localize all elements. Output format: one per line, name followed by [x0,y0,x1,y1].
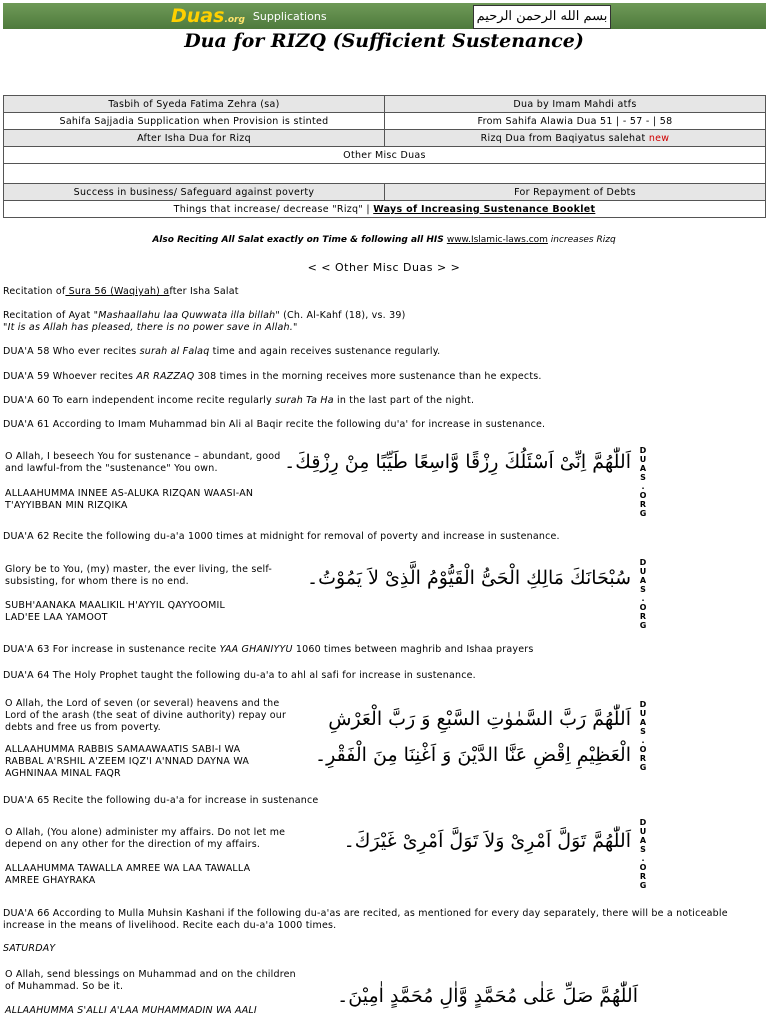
dua-63-post: 1060 times between maghrib and Ishaa prayers [292,644,534,655]
dua-61-heading: DUA'A 61 According to Imam Muhammad bin Ali al Baqir recite the following du'a' for increase in sustenance. [3,419,546,430]
dua-63-em: YAA GHANIYYU [219,644,293,655]
dua-62-heading: DUA'A 62 Recite the following du-a'a 1000 times at midnight for removal of poverty and increase in sustenance. [3,531,560,542]
dua-60 [3,395,474,407]
dua-62-translit-1: SUBH'AANAKA MAALIKIL H'AYYIL QAYYOOMIL [5,600,226,611]
dua-63 [3,644,534,656]
dua-62-english-2: subsisting, for whom there is no end. [5,576,189,587]
sura-56-link[interactable]: Sura 56 (Waqiyah) a [65,286,170,297]
dua-64-english-2: Lord of the arash (the seat of divine authority) repay our [5,710,287,721]
dua-61-arabic: اَللّٰهُمَّ اِنِّیْ اَسْئَلُكَ رِزْقًا وَّاسِعًا طَيِّبًا مِنْ رِزْقِكَ۔ [284,451,631,473]
sura-suffix: fter Isha Salat [169,286,239,297]
link-tasbih-fatima[interactable]: Tasbih of Syeda Fatima Zehra (sa) [4,96,385,113]
saturday-arabic: اَللّٰهُمَّ صَلِّ عَلٰى مُحَمَّدٍ وَّاٰلِ مُحَمَّدٍ اٰمِیْنَ۔ [337,985,638,1007]
dua-59 [3,371,542,383]
saturday-translit: ALLAAHUMMA S'ALLI A'LAA MUHAMMADIN WA AALI [5,1005,257,1016]
ayat-translation: "It is as Allah has pleased, there is no power save in Allah." [3,322,298,333]
bismillah-calligraphy: بسم الله الرحمن الرحيم [473,5,611,29]
dua-66-heading-2: increase in the means of livelihood. Recite each du-a'a 1000 times. [3,920,337,931]
dua-58-em: surah al Falaq [139,346,210,357]
link-sahifa-sajjadia[interactable]: Sahifa Sajjadia Supplication when Provision is stinted [4,113,385,130]
duas-org-vertical-logo: D U A S . O R G [639,446,647,518]
salat-note-text: Also Reciting All Salat exactly on Time & following all HIS [152,235,447,245]
dua-61-english-2: and lawful-from the "sustenance" You own. [5,463,218,474]
link-after-isha-dua[interactable]: After Isha Dua for Rizq [4,130,385,147]
dua-64-translit-2: RABBAL A'RSHIL A'ZEEM IQZ'I A'NNAD DAYNA WA [5,756,250,767]
link-baqiyatus-salehat[interactable] [385,130,766,147]
link-baqiyatus-label: Rizq Dua from Baqiyatus salehat [480,132,649,144]
link-sustenance-booklet[interactable]: Ways of Increasing Sustenance Booklet [373,203,596,215]
saturday-english-1: O Allah, send blessings on Muhammad and on the children [5,969,296,980]
dua-63-pre: DUA'A 63 For increase in sustenance recite [3,644,220,655]
link-repayment-debts[interactable]: For Repayment of Debts [385,184,766,201]
dua-60-pre: DUA'A 60 To earn independent income recite regularly [3,395,276,406]
page-title: Dua for RIZQ (Sufficient Sustenance) [184,30,584,52]
duas-org-vertical-logo: D U A S . O R G [639,558,647,630]
ayat-prefix: Recitation of Ayat [3,310,94,321]
site-logo[interactable] [171,5,245,27]
dua-59-pre: DUA'A 59 Whoever recites [3,371,137,382]
dua-62-translit-2: LAD'EE LAA YAMOOT [5,612,108,623]
dua-64-heading: DUA'A 64 The Holy Prophet taught the following du-a'a to ahl al safi for increase in sustenance. [3,670,476,681]
dua-65-arabic: اَللّٰهُمَّ تَوَلَّ اَمْرِیْ وَلاَ تَوَلَّ اَمْرِیْ غَیْرَكَ۔ [343,830,631,852]
salat-note [0,235,768,245]
dua-58 [3,346,440,358]
ayat-reference: (Ch. Al-Kahf (18), vs. 39) [279,310,406,321]
dua-65-translit-2: AMREE GHAYRAKA [5,875,96,886]
link-success-business[interactable]: Success in business/ Safeguard against poverty [4,184,385,201]
logo-subtitle: Supplications [252,9,327,23]
dua-65-translit-1: ALLAAHUMMA TAWALLA AMREE WA LAA TAWALLA [5,863,251,874]
day-saturday: SATURDAY [3,943,56,954]
new-badge: new [648,132,670,144]
saturday-english-2: of Muhammad. So be it. [5,981,124,992]
empty-row [4,164,766,184]
link-increase-decrease[interactable]: Things that increase/ decrease "Rizq" | [173,203,374,215]
dua-62-english-1: Glory be to You, (my) master, the ever living, the self- [5,564,273,575]
dua-58-post: time and again receives sustenance regularly. [209,346,441,357]
link-sahifa-alawia[interactable]: From Sahifa Alawia Dua 51 | - 57 - | 58 [385,113,766,130]
dua-64-translit-3: AGHNINAA MINAL FAQR [5,768,121,779]
dua-66-heading-1: DUA'A 66 According to Mulla Muhsin Kashani if the following du-a'as are recited, as mentioned for every day separately, there will be a noticeable [3,908,728,919]
dua-64-english-1: O Allah, the Lord of seven (or several) heavens and the [5,698,280,709]
ayat-line [3,310,406,322]
dua-64-arabic-2: الْعَظِيْمِ اِقْضِ عَنَّا الدَّيْنَ وَ اَغْنِنَا مِنَ الْفَقْرِ۔ [315,744,631,766]
ayat-arabic-translit: "Mashaallahu laa Quwwata illa billah" [93,310,280,321]
logo-text: Duas [171,5,225,27]
section-heading: < < Other Misc Duas > > [307,261,461,274]
salat-note-suffix: increases Rizq [547,235,616,245]
dua-64-arabic-1: اَللّٰهُمَّ رَبَّ السَّمٰوٰتِ السَّبْعِ وَ رَبَّ الْعَرْشِ [328,708,631,730]
dua-64-translit-1: ALLAAHUMMA RABBIS SAMAAWAATIS SABI-I WA [5,744,241,755]
islamic-laws-link[interactable]: www.Islamic-laws.com [446,235,548,245]
sura-waqiyah-line [3,286,239,298]
duas-org-vertical-logo: D U A S . O R G [639,700,647,772]
site-banner [3,3,766,29]
row-increase-decrease [4,201,766,218]
dua-59-post: 308 times in the morning receives more sustenance than he expects. [194,371,542,382]
dua-61-english-1: O Allah, I beseech You for sustenance – abundant, good [5,451,281,462]
dua-62-arabic: سُبْحَانَكَ مَالِكِ الْحَیُّ الْقَیُّوْمُ الَّذِیْ لاَ یَمُوْتُ۔ [306,567,631,589]
dua-65-heading: DUA'A 65 Recite the following du-a'a for increase in sustenance [3,795,319,806]
logo-tld: .org [224,15,245,25]
duas-org-vertical-logo: D U A S . O R G [639,818,647,890]
dua-61-translit-2: T'AYYIBBAN MIN RIZQIKA [5,500,128,511]
dua-61-translit-1: ALLAAHUMMA INNEE AS-ALUKA RIZQAN WAASI-AN [5,488,254,499]
dua-60-em: surah Ta Ha [275,395,334,406]
dua-58-pre: DUA'A 58 Who ever recites [3,346,140,357]
links-table [3,95,766,218]
dua-65-english-1: O Allah, (You alone) administer my affairs. Do not let me [5,827,286,838]
link-other-misc-duas[interactable]: Other Misc Duas [4,147,766,164]
dua-60-post: in the last part of the night. [333,395,475,406]
dua-65-english-2: depend on any other for the direction of my affairs. [5,839,261,850]
dua-64-english-3: debts and free us from poverty. [5,722,161,733]
link-dua-imam-mahdi[interactable]: Dua by Imam Mahdi atfs [385,96,766,113]
sura-prefix: Recitation of [3,286,66,297]
dua-59-em: AR RAZZAQ [136,371,195,382]
